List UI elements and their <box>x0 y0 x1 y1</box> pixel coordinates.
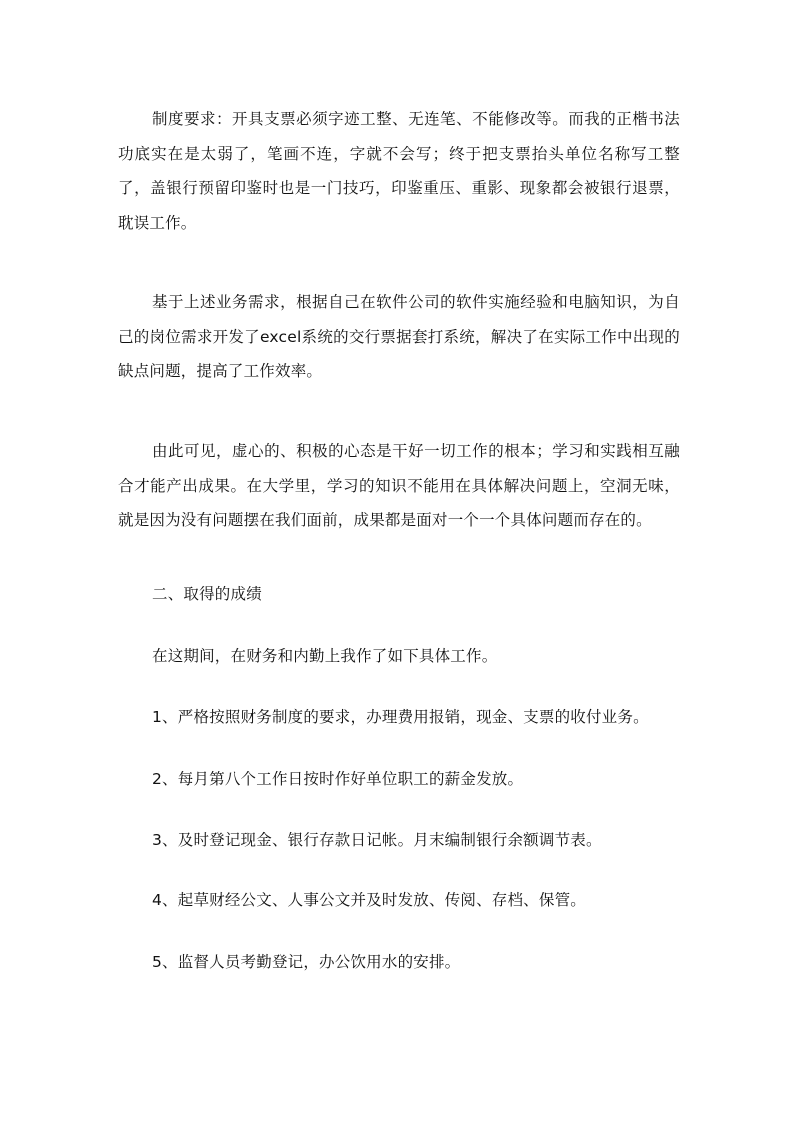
list-item: 2、每月第八个工作日按时作好单位职工的薪金发放。 <box>152 770 524 788</box>
list-item: 4、起草财经公文、人事公文并及时发放、传阅、存档、保管。 <box>152 891 586 909</box>
list-item: 3、及时登记现金、银行存款日记帐。月末编制银行余额调节表。 <box>152 831 602 849</box>
paragraph-conclusion: 由此可见，虚心的、积极的心态是干好一切工作的根本；学习和实践相互融合才能产出成果。在大学里，学习的知识不能用在具体解决问题上，空洞无味，就是因为没有问题摆在我们面前，成果都是面对一个一个具体问题而存在的。 <box>118 442 680 529</box>
list-item: 1、严格按照财务制度的要求，办理费用报销，现金、支票的收付业务。 <box>152 708 649 726</box>
paragraph-check-writing: 制度要求：开具支票必须字迹工整、无连笔、不能修改等。而我的正楷书法功底实在是太弱了，笔画不连，字就不会写；终于把支票抬头单位名称写工整了，盖银行预留印鉴时也是一门技巧，印鉴重压、重影、现象都会被银行退票，耽误工作。 <box>118 110 680 232</box>
section-heading: 二、取得的成绩 <box>152 585 262 603</box>
intro-line: 在这期间，在财务和内勤上我作了如下具体工作。 <box>152 647 498 665</box>
paragraph-excel-system: 基于上述业务需求，根据自己在软件公司的软件实施经验和电脑知识，为自己的岗位需求开发了excel系统的交行票据套打系统，解决了在实际工作中出现的缺点问题，提高了工作效率。 <box>118 293 680 380</box>
list-item: 5、监督人员考勤登记，办公饮用水的安排。 <box>152 953 461 971</box>
